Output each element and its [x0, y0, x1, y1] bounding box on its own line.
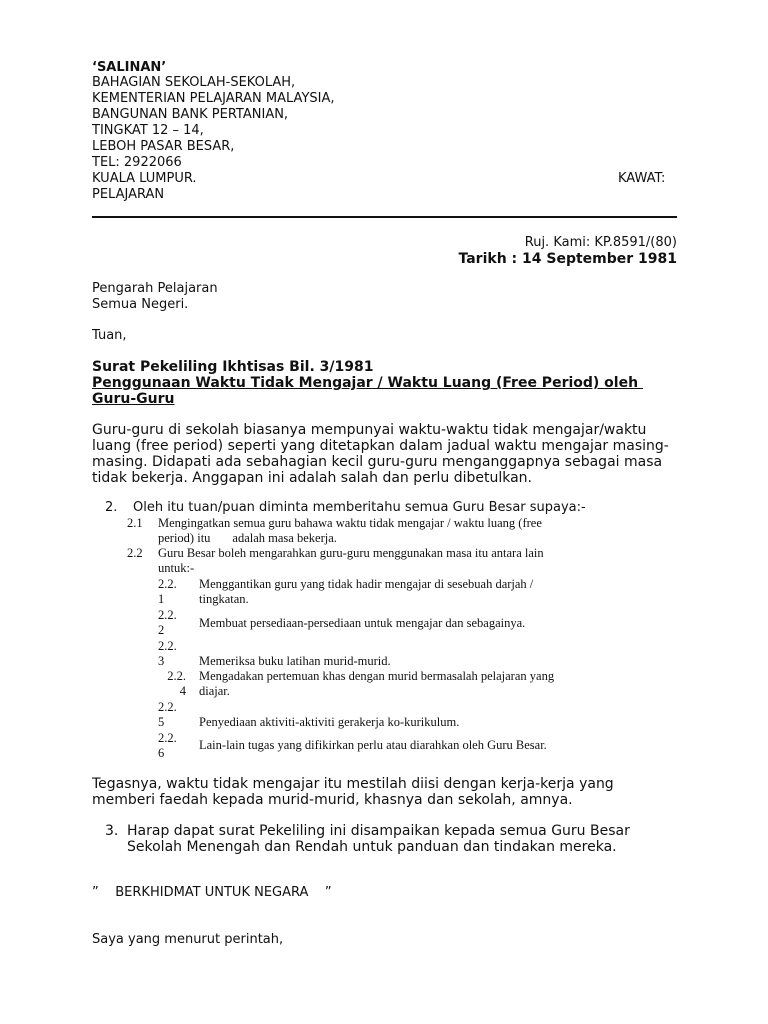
motto: ” BERKHIDMAT UNTUK NEGARA ”	[92, 885, 332, 900]
point-line: Sekolah Menengah dan Rendah untuk panduan dan tindakan mereka.	[127, 839, 617, 855]
item-text: Lain-lain tugas yang difikirkan perlu atau diarahkan oleh Guru Besar.	[199, 738, 547, 752]
subpoint-line: Guru Besar boleh mengarahkan guru-guru menggunakan masa itu antara lain	[158, 546, 544, 560]
item-number: 2.2. 1	[158, 577, 177, 606]
paragraph-line: memberi faedah kepada murid-murid, khasnya dan sekolah, amnya.	[92, 792, 573, 808]
recipient-block	[92, 281, 218, 313]
address-line: TEL: 2922066	[92, 155, 182, 170]
subpoint-line: Mengingatkan semua guru bahawa waktu tidak mengajar / waktu luang (free	[158, 516, 542, 530]
item-number: 2.2. 2	[158, 608, 177, 637]
subpoint-2-1	[158, 516, 542, 546]
subpoint-number: 2.2	[127, 546, 143, 560]
item-number: 2.2. 5	[158, 700, 177, 729]
address-line: BANGUNAN BANK PERTANIAN,	[92, 107, 289, 122]
subpoint-line: period) itu adalah masa bekerja.	[158, 531, 337, 545]
item-text: Memeriksa buku latihan murid-murid.	[199, 654, 391, 668]
paragraph-line: luang (free period) seperti yang ditetapkan dalam jadual waktu mengajar masing-	[92, 438, 669, 454]
point-number: 3.	[105, 823, 119, 839]
recipient-line: Semua Negeri.	[92, 297, 189, 312]
address-line: TINGKAT 12 – 14,	[92, 123, 204, 138]
address-line: KUALA LUMPUR.	[92, 171, 197, 186]
point-2	[105, 500, 586, 516]
point-3	[127, 823, 630, 855]
recipient-line: Pengarah Pelajaran	[92, 281, 218, 296]
letter-date: Tarikh : 14 September 1981	[458, 251, 677, 267]
item-text: Mengadakan pertemuan khas dengan murid bermasalah pelajaran yang diajar.	[199, 669, 555, 698]
item-text: Menggantikan guru yang tidak hadir mengajar di sesebuah darjah / tingkatan.	[199, 577, 534, 606]
header-divider	[92, 216, 677, 218]
kawat-value: PELAJARAN	[92, 187, 165, 202]
kawat-label: KAWAT:	[618, 171, 666, 186]
address-line: BAHAGIAN SEKOLAH-SEKOLAH,	[92, 75, 296, 90]
subject-title: Surat Pekeliling Ikhtisas Bil. 3/1981	[92, 359, 374, 375]
subject-line: Guru-Guru	[92, 391, 175, 407]
sender-address	[92, 75, 335, 203]
item-number: 2.2. 3	[158, 639, 177, 668]
copy-label: ‘SALINAN’	[92, 60, 167, 75]
point-number: 2.	[105, 500, 118, 515]
subpoint-2-2	[158, 546, 544, 576]
subpoint-number: 2.1	[127, 516, 143, 530]
address-line: LEBOH PASAR BESAR,	[92, 139, 235, 154]
salutation: Tuan,	[92, 328, 127, 343]
item-text: Membuat persediaan-persediaan untuk mengajar dan sebagainya.	[199, 616, 526, 630]
address-line: KEMENTERIAN PELAJARAN MALAYSIA,	[92, 91, 335, 106]
paragraph-line: masing. Didapati ada sebahagian kecil guru-guru menganggapnya sebagai masa	[92, 454, 663, 470]
closing: Saya yang menurut perintah,	[92, 932, 284, 947]
paragraph-line: tidak bekerja. Anggapan ini adalah salah dan perlu dibetulkan.	[92, 470, 532, 486]
paragraph-tegasnya	[92, 776, 614, 808]
paragraph-line: Tegasnya, waktu tidak mengajar itu mestilah diisi dengan kerja-kerja yang	[92, 776, 614, 792]
point-text: Oleh itu tuan/puan diminta memberitahu semua Guru Besar supaya:-	[133, 500, 586, 515]
item-number: 2.2. 4	[167, 669, 186, 698]
item-number: 2.2. 6	[158, 731, 177, 760]
subpoint-line: untuk:-	[158, 561, 195, 575]
reference-number: Ruj. Kami: KP.8591/(80)	[524, 235, 677, 250]
paragraph-1	[92, 422, 669, 486]
subject-line: Penggunaan Waktu Tidak Mengajar / Waktu Luang (Free Period) oleh	[92, 375, 643, 391]
paragraph-line: Guru-guru di sekolah biasanya mempunyai waktu-waktu tidak mengajar/waktu	[92, 422, 647, 438]
item-text: Penyediaan aktiviti-aktiviti gerakerja ko-kurikulum.	[199, 715, 460, 729]
point-line: Harap dapat surat Pekeliling ini disampaikan kepada semua Guru Besar	[127, 823, 630, 839]
